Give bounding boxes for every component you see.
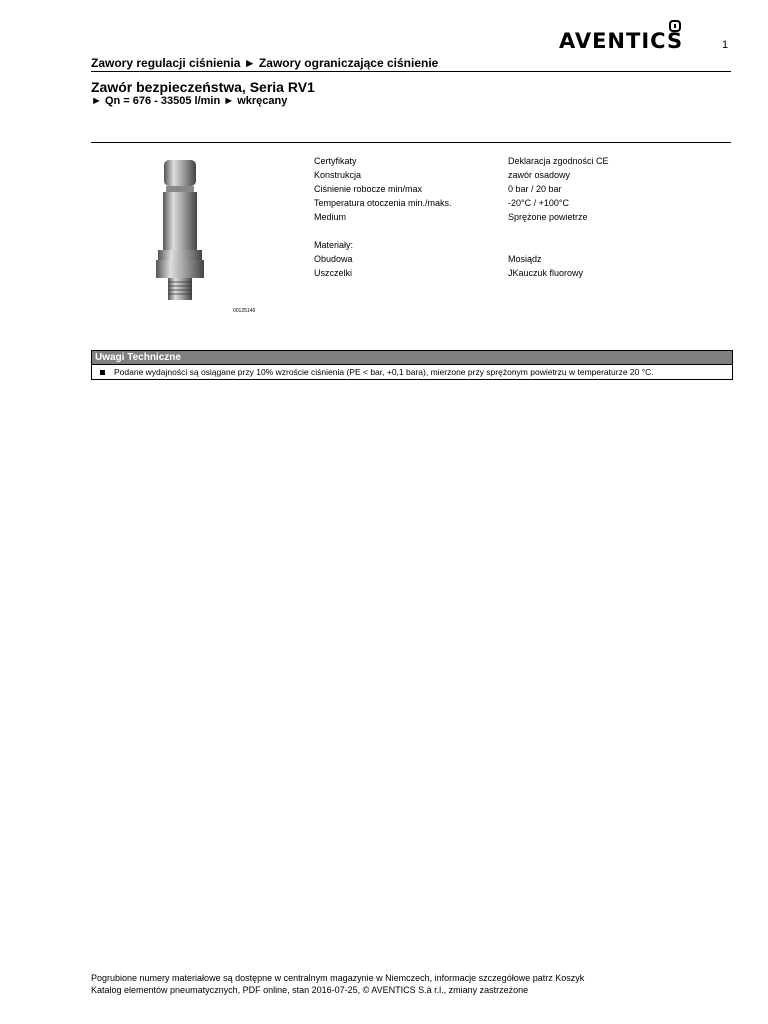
title-divider <box>91 142 731 143</box>
product-image <box>150 155 210 305</box>
spec-label: Ciśnienie robocze min/max <box>314 184 423 194</box>
logo-mark-icon <box>669 20 681 32</box>
spec-value: Mosiądz <box>508 254 542 264</box>
spec-label: Uszczelki <box>314 268 353 278</box>
spec-row <box>314 182 734 196</box>
page-number: 1 <box>722 39 729 51</box>
footer-line: Pogrubione numery materiałowe są dostępne w centralnym magazynie w Niemczech, informacje szczegółowe patrz Koszyk <box>91 973 585 983</box>
page-subtitle: ► Qn = 676 - 33505 l/min ► wkręcany <box>91 95 288 107</box>
spec-value: Deklaracja zgodności CE <box>508 156 609 166</box>
spec-table <box>314 154 734 280</box>
spec-value: zawór osadowy <box>508 170 571 180</box>
notes-header: Uwagi Techniczne <box>92 351 732 365</box>
spec-label: Medium <box>314 212 347 222</box>
note-item <box>92 365 732 379</box>
spec-label: Konstrukcja <box>314 170 362 180</box>
materials-heading-row <box>314 238 734 252</box>
breadcrumb: Zawory regulacji ciśnienia ► Zawory ograniczające ciśnienie <box>91 56 439 70</box>
spec-label: Obudowa <box>314 254 353 264</box>
spec-value: Sprężone powietrze <box>508 212 588 222</box>
spec-spacer <box>314 224 734 238</box>
brand-logo: AVENTICS <box>559 29 684 53</box>
bullet-icon <box>100 370 105 375</box>
page-title: Zawór bezpieczeństwa, Seria RV1 <box>91 79 315 95</box>
spec-value: JKauczuk fluorowy <box>508 268 584 278</box>
spec-row <box>314 210 734 224</box>
footer <box>91 972 584 996</box>
image-code: 00125146 <box>233 308 256 314</box>
footer-line: Katalog elementów pneumatycznych, PDF online, stan 2016-07-25, © AVENTICS S.à r.l., zmiany zastrzeżone <box>91 985 529 995</box>
note-text: Podane wydajności są osiągane przy 10% wzroście ciśnienia (PE < bar, +0,1 bara), mierzone przy sprężonym powietrzu w temperaturze 20 °C. <box>114 367 654 377</box>
materials-heading: Materiały: <box>314 240 354 250</box>
spec-row <box>314 154 734 168</box>
spec-label: Temperatura otoczenia min./maks. <box>314 198 452 208</box>
spec-row <box>314 252 734 266</box>
spec-row <box>314 168 734 182</box>
spec-value: -20°C / +100°C <box>508 198 569 208</box>
technical-notes <box>91 350 733 380</box>
spec-row <box>314 196 734 210</box>
spec-label: Certyfikaty <box>314 156 357 166</box>
spec-row <box>314 266 734 280</box>
header-divider <box>91 71 731 72</box>
spec-value: 0 bar / 20 bar <box>508 184 562 194</box>
